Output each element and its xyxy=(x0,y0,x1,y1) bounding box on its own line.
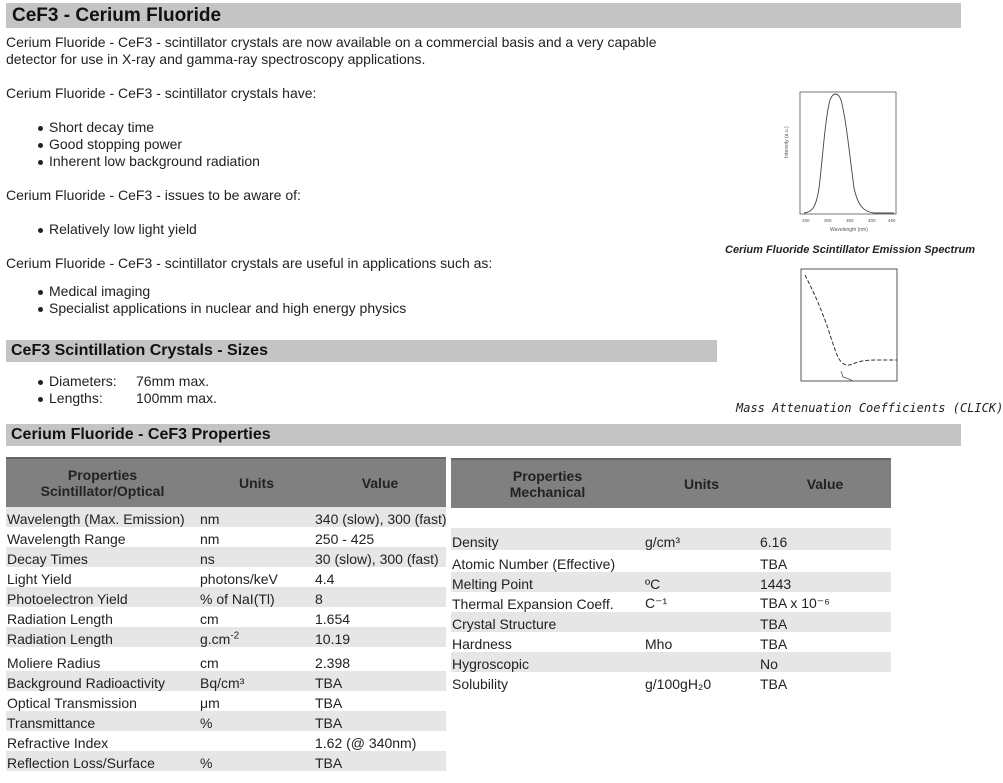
cell-property: Radiation Length xyxy=(7,611,113,627)
cell-units: Mho xyxy=(645,636,673,652)
emission-spectrum-figure[interactable] xyxy=(782,88,902,238)
cell-property: Wavelength (Max. Emission) xyxy=(6,507,199,527)
issues-heading: Cerium Fluoride - CeF3 - issues to be aware of: xyxy=(6,187,301,203)
cell-value: 6.16 xyxy=(759,528,891,550)
cell-units xyxy=(644,550,759,572)
emission-xtick: 350 xyxy=(846,218,854,223)
header-value: Value xyxy=(314,458,446,507)
apps-list xyxy=(6,283,656,317)
apps-heading: Cerium Fluoride - CeF3 - scintillator crystals are useful in applications such as: xyxy=(6,255,493,271)
page-title: CeF3 - Cerium Fluoride xyxy=(6,3,961,28)
sizes-heading: CeF3 Scintillation Crystals - Sizes xyxy=(6,340,717,362)
emission-xtick: 400 xyxy=(868,218,876,223)
cell-units xyxy=(644,652,759,672)
emission-spectrum-image xyxy=(782,88,902,238)
cell-property: Radiation Length xyxy=(6,627,199,647)
units-superscript: -2 xyxy=(230,630,240,642)
cell-value: TBA xyxy=(314,711,446,731)
emission-caption: Cerium Fluoride Scintillator Emission Spectrum xyxy=(725,244,975,256)
cell-value: 30 (slow), 300 (fast) xyxy=(314,547,446,567)
cell-value: 1443 xyxy=(759,572,891,592)
cell-value: TBA xyxy=(760,556,788,572)
cell-units xyxy=(199,627,314,647)
sizes-list xyxy=(6,373,406,407)
table-row xyxy=(6,547,446,567)
emission-xtick: 300 xyxy=(824,218,832,223)
cell-property: Thermal Expansion Coeff. xyxy=(452,596,614,612)
emission-xlabel: Wavelength (nm) xyxy=(830,227,868,233)
cell-units: C⁻¹ xyxy=(645,595,668,611)
cell-value: 340 (slow), 300 (fast) xyxy=(314,507,446,527)
cell-value: 4.4 xyxy=(315,571,335,587)
optical-properties-table xyxy=(6,457,446,771)
cell-units xyxy=(199,731,314,751)
header-property: Properties Scintillator/Optical xyxy=(6,458,199,507)
cell-units: cm xyxy=(200,655,219,671)
size-value: 76mm max. xyxy=(136,373,210,389)
list-item xyxy=(6,373,406,390)
cell-property: Optical Transmission xyxy=(7,695,137,711)
attenuation-caption[interactable]: Mass Attenuation Coefficients (CLICK) xyxy=(736,401,1003,415)
cell-value: 250 - 425 xyxy=(315,531,375,547)
size-label: Lengths: xyxy=(49,390,103,406)
table-row xyxy=(6,751,446,771)
properties-heading: Cerium Fluoride - CeF3 Properties xyxy=(6,424,961,446)
emission-xtick: 250 xyxy=(802,218,810,223)
cell-value: 1.654 xyxy=(315,611,351,627)
emission-xtick: 450 xyxy=(888,218,896,223)
cell-value: 2.398 xyxy=(315,655,351,671)
cell-property: Solubility xyxy=(452,676,509,692)
cell-value: 8 xyxy=(314,587,446,607)
cell-property: Background Radioactivity xyxy=(6,671,199,691)
cell-property: Density xyxy=(451,528,644,550)
have-list xyxy=(6,119,606,170)
table-row xyxy=(451,632,891,652)
cell-units: ºC xyxy=(644,572,759,592)
cell-property: Wavelength Range xyxy=(7,531,126,547)
emission-plot-frame xyxy=(800,92,896,214)
cell-units: cm xyxy=(200,611,219,627)
table-row xyxy=(6,731,446,751)
cell-value: TBA xyxy=(759,612,891,632)
attenuation-image xyxy=(793,267,903,395)
attenuation-figure[interactable] xyxy=(793,267,903,395)
emission-ylabel: Intensity (a.u.) xyxy=(784,126,790,158)
cell-property: Refractive Index xyxy=(7,735,109,751)
intro-paragraph: Cerium Fluoride - CeF3 - scintillator crystals are now available on a commercial basis and a very capable detector for use in X-ray and gamma-ray spectroscopy applications. xyxy=(6,34,657,67)
cell-property: Transmittance xyxy=(6,711,199,731)
list-item xyxy=(6,390,406,407)
cell-value: TBA xyxy=(314,671,446,691)
table-row xyxy=(6,527,446,547)
cell-value: TBA xyxy=(314,751,446,771)
table-row xyxy=(6,671,446,691)
list-item: Relatively low light yield xyxy=(6,221,606,238)
list-item: Good stopping power xyxy=(6,136,606,153)
cell-units xyxy=(644,612,759,632)
table-row xyxy=(6,607,446,627)
cell-units: % xyxy=(199,751,314,771)
cell-units: Bq/cm³ xyxy=(199,671,314,691)
list-item: Specialist applications in nuclear and high energy physics xyxy=(6,300,656,317)
cell-units: % xyxy=(199,711,314,731)
cell-value: No xyxy=(759,652,891,672)
cell-units: nm xyxy=(200,531,220,547)
cell-property: Decay Times xyxy=(6,547,199,567)
header-property: Properties Mechanical xyxy=(451,459,644,508)
size-label: Diameters: xyxy=(49,373,117,389)
issues-list xyxy=(6,221,606,238)
cell-property: Hardness xyxy=(452,636,512,652)
cell-property: Moliere Radius xyxy=(7,655,101,671)
table-row xyxy=(451,572,891,592)
table-row xyxy=(6,711,446,731)
table-spacer-row xyxy=(451,508,891,528)
table-header-row xyxy=(451,459,891,508)
cell-property: Hygroscopic xyxy=(451,652,644,672)
cell-property: Photoelectron Yield xyxy=(6,587,199,607)
table-row xyxy=(6,507,446,527)
cell-units: nm xyxy=(199,507,314,527)
cell-property: Reflection Loss/Surface xyxy=(6,751,199,771)
cell-value: TBA x 10⁻⁶ xyxy=(760,595,830,611)
header-value: Value xyxy=(759,459,891,508)
cell-property: Atomic Number (Effective) xyxy=(452,556,616,572)
cell-property: Melting Point xyxy=(451,572,644,592)
cell-value: TBA xyxy=(760,636,788,652)
units-text: g.cm xyxy=(200,631,231,647)
table-header-row xyxy=(6,458,446,507)
table-row xyxy=(451,612,891,632)
cell-units: g/cm³ xyxy=(644,528,759,550)
cell-units: photons/keV xyxy=(200,571,278,587)
header-units: Units xyxy=(644,459,759,508)
table-row xyxy=(6,627,446,647)
list-item: Medical imaging xyxy=(6,283,656,300)
cell-units: g/100gH₂0 xyxy=(645,676,712,692)
cell-property: Crystal Structure xyxy=(451,612,644,632)
cell-value: TBA xyxy=(760,676,788,692)
cell-value: 10.19 xyxy=(314,627,446,647)
table-row xyxy=(451,652,891,672)
table-row xyxy=(451,550,891,572)
cell-value: 1.62 (@ 340nm) xyxy=(315,735,417,751)
table-row xyxy=(6,691,446,711)
cell-units: μm xyxy=(200,695,220,711)
attenuation-plot-frame xyxy=(801,269,897,381)
table-row xyxy=(6,647,446,671)
table-row xyxy=(6,567,446,587)
mechanical-properties-table xyxy=(451,458,891,692)
list-item: Inherent low background radiation xyxy=(6,153,606,170)
list-item: Short decay time xyxy=(6,119,606,136)
header-units: Units xyxy=(199,458,314,507)
table-row xyxy=(451,528,891,550)
cell-units: % of NaI(Tl) xyxy=(199,587,314,607)
cell-property: Light Yield xyxy=(7,571,72,587)
cell-units: ns xyxy=(199,547,314,567)
have-heading: Cerium Fluoride - CeF3 - scintillator crystals have: xyxy=(6,85,317,101)
table-row xyxy=(451,592,891,612)
table-row xyxy=(451,672,891,692)
table-row xyxy=(6,587,446,607)
cell-value: TBA xyxy=(315,695,343,711)
size-value: 100mm max. xyxy=(136,390,217,406)
